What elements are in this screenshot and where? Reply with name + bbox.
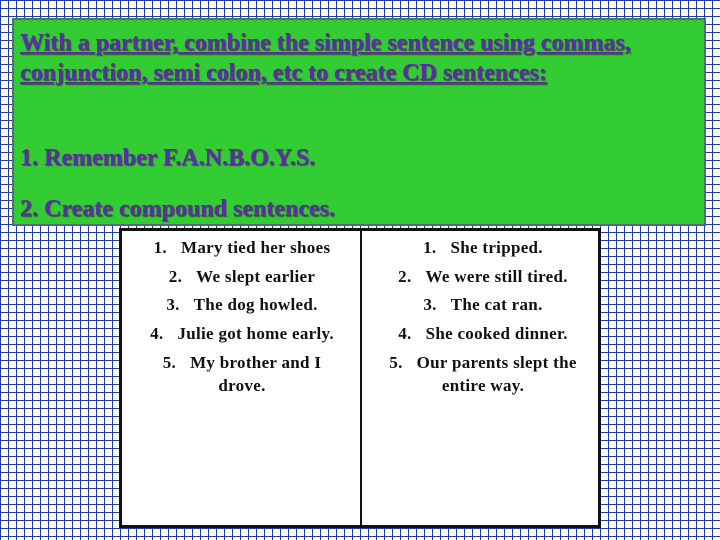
step-remember-fanboys: 1. Remember F.A.N.B.O.Y.S. <box>20 145 316 171</box>
instructions-title: With a partner, combine the simple sentence using commas, conjunction, semi colon, etc to create CD sentences: <box>20 30 631 86</box>
left-item-5: 5. My brother and I drove. <box>162 353 322 395</box>
sentence-table <box>119 228 601 528</box>
left-item-3: 3. The dog howled. <box>166 295 318 314</box>
right-item-4: 4. She cooked dinner. <box>398 324 568 343</box>
right-item-5: 5. Our parents slept the entire way. <box>389 353 577 395</box>
right-item-3: 3. The cat ran. <box>423 295 543 314</box>
step-create-compound: 2. Create compound sentences. <box>20 196 335 222</box>
left-item-2: 2. We slept earlier <box>168 267 316 286</box>
right-item-1: 1. She tripped. <box>423 238 543 257</box>
left-item-1: 1. Mary tied her shoes <box>153 238 331 257</box>
right-item-2: 2. We were still tired. <box>398 267 568 286</box>
left-item-4: 4. Julie got home early. <box>150 324 334 343</box>
column-divider <box>360 231 362 525</box>
instructions-box <box>12 18 706 226</box>
